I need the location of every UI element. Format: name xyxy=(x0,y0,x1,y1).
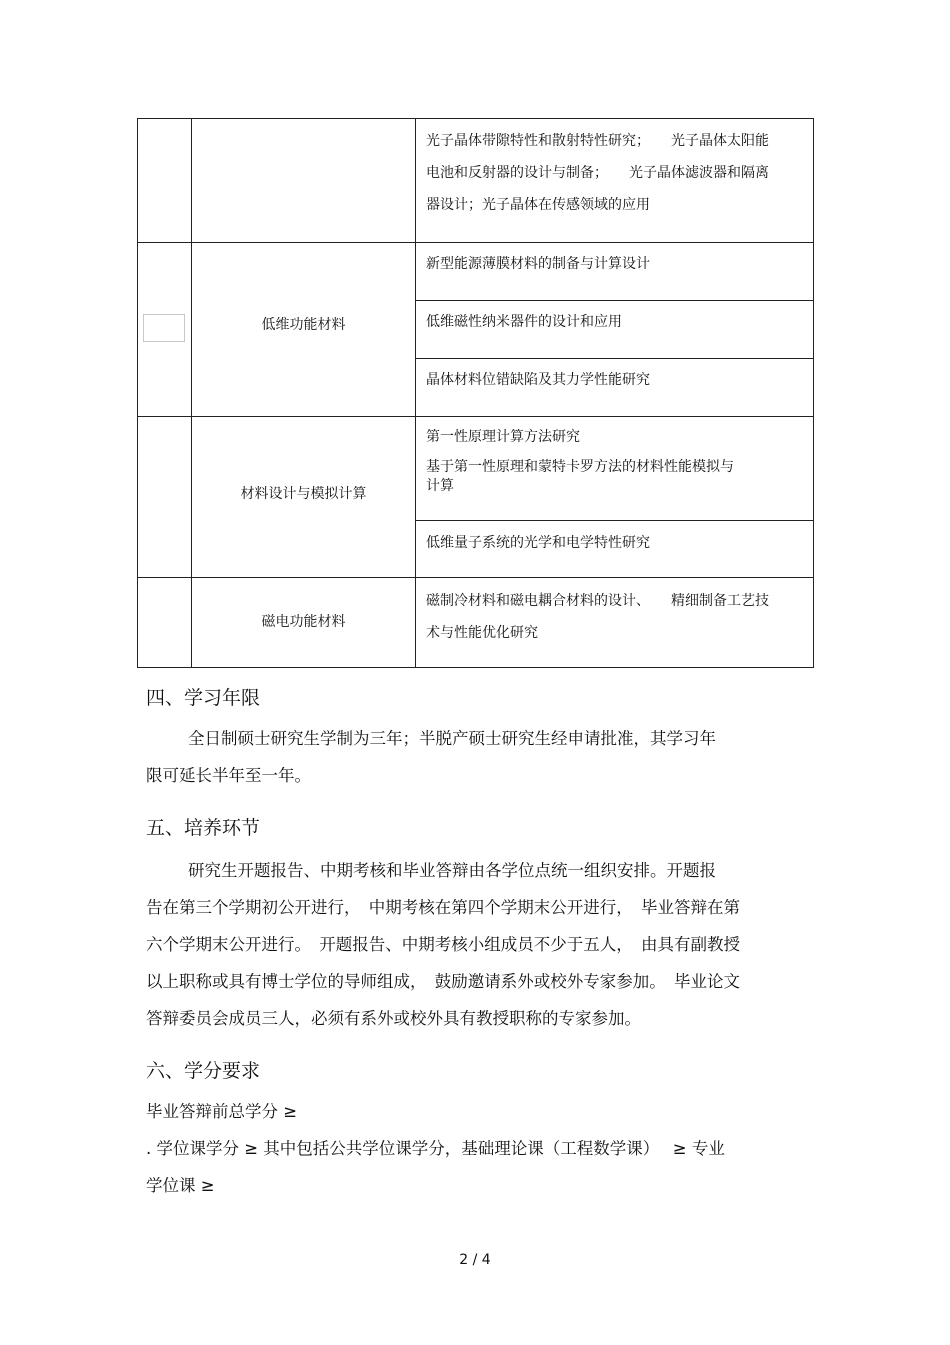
row-divider xyxy=(138,577,813,578)
cell-text-line: 术与性能优化研究 xyxy=(426,625,538,641)
paragraph-line: 限可延长半年至一年。 xyxy=(146,766,311,785)
cell-text-line: 第一性原理计算方法研究 xyxy=(426,429,580,445)
cell-text-line: 计算 xyxy=(426,478,454,494)
direction-magnetoelectric: 磁电功能材料 xyxy=(261,614,346,630)
paragraph-line: 全日制硕士研究生学制为三年；半脱产硕士研究生经申请批准，其学习年 xyxy=(188,729,716,748)
direction-low-dim-materials: 低维功能材料 xyxy=(261,317,346,333)
paragraph-line: 学位课 ≥ xyxy=(146,1176,215,1195)
paragraph-line: 研究生开题报告、中期考核和毕业答辩由各学位点统一组织安排。开题报 xyxy=(188,861,716,880)
empty-box xyxy=(143,314,185,342)
table-row: 新型能源薄膜材料的制备与计算设计 xyxy=(426,256,650,272)
direction-material-design: 材料设计与模拟计算 xyxy=(240,486,367,502)
cell-text-line: 电池和反射器的设计与制备； 光子晶体滤波器和隔离 xyxy=(426,165,769,181)
paragraph-line: 告在第三个学期初公开进行， 中期考核在第四个学期末公开进行， 毕业答辩在第 xyxy=(146,898,740,917)
table-row: 晶体材料位错缺陷及其力学性能研究 xyxy=(426,372,650,388)
section-paragraph xyxy=(146,1093,725,1204)
section-heading-credits: 六、学分要求 xyxy=(146,1060,261,1082)
table-row: 低维量子系统的光学和电学特性研究 xyxy=(426,535,650,551)
paragraph-line: 答辩委员会成员三人，必须有系外或校外具有教授职称的专家参加。 xyxy=(146,1009,641,1028)
paragraph-line: . 学位课学分 ≥ 其中包括公共学位课学分，基础理论课（工程数学课） ≥ 专业 xyxy=(146,1139,725,1158)
paragraph-line: 毕业答辩前总学分 ≥ xyxy=(146,1102,298,1121)
cell-text-line: 磁制冷材料和磁电耦合材料的设计、 精细制备工艺技 xyxy=(426,593,769,609)
table-col-divider-2 xyxy=(415,119,416,667)
section-paragraph xyxy=(146,720,716,794)
page-number: 2 / 4 xyxy=(459,1252,491,1268)
table-row: 低维磁性纳米器件的设计和应用 xyxy=(426,314,622,330)
row-divider xyxy=(415,358,813,359)
row-divider xyxy=(138,242,813,243)
table-row xyxy=(426,125,769,221)
section-heading-study-years: 四、学习年限 xyxy=(146,687,261,709)
table-row xyxy=(426,585,769,649)
row-divider xyxy=(415,300,813,301)
table-row xyxy=(426,425,734,496)
section-heading-training: 五、培养环节 xyxy=(146,817,261,839)
cell-text-line: 器设计；光子晶体在传感领域的应用 xyxy=(426,197,650,213)
row-divider xyxy=(138,416,813,417)
paragraph-line: 六个学期末公开进行。 开题报告、中期考核小组成员不少于五人， 由具有副教授 xyxy=(146,935,740,954)
cell-text-line: 基于第一性原理和蒙特卡罗方法的材料性能模拟与 xyxy=(426,459,734,475)
research-directions-table xyxy=(137,118,814,668)
row-divider xyxy=(415,520,813,521)
section-paragraph xyxy=(146,852,740,1037)
cell-text-line: 光子晶体带隙特性和散射特性研究； 光子晶体太阳能 xyxy=(426,133,769,149)
paragraph-line: 以上职称或具有博士学位的导师组成， 鼓励邀请系外或校外专家参加。 毕业论文 xyxy=(146,972,740,991)
table-col-divider-1 xyxy=(191,119,192,667)
